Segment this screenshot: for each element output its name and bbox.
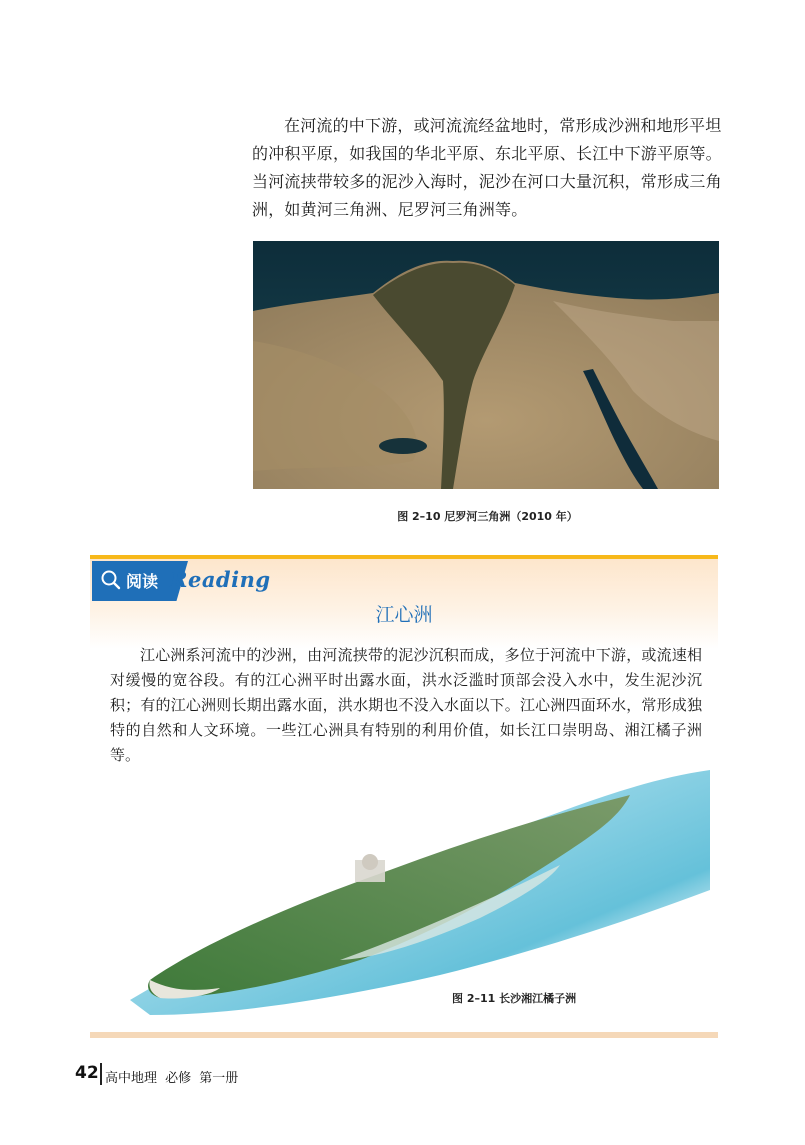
figure-2-10-caption: 图 2–10 尼罗河三角洲（2010 年） — [397, 510, 578, 523]
intro-paragraph: 在河流的中下游，或河流流经盆地时，常形成沙洲和地形平坦的冲积平原，如我国的华北平原、东北平原、长江中下游平原等。当河流挟带较多的泥沙入海时，泥沙在河口大量沉积，常形成三角洲，如黄河三角洲、尼罗河三角洲等。 — [252, 116, 722, 219]
magnifier-icon — [100, 569, 122, 591]
reading-paragraph: 江心洲系河流中的沙洲，由河流挟带的泥沙沉积而成，多位于河流中下游，或流速相对缓慢的宽谷段。有的江心洲平时出露水面，洪水泛滥时顶部会没入水中，发生泥沙沉积；有的江心洲则长期出露水面，洪水期也不没入水面以下。江心洲四面环水，常形成独特的自然和人文环境。一些江心洲具有特别的利用价值，如长江口崇明岛、湘江橘子洲等。 — [110, 646, 702, 764]
book-title: 高中地理 必修 第一册 — [105, 1071, 239, 1086]
figure-2-11-caption: 图 2–11 长沙湘江橘子洲 — [452, 992, 577, 1005]
nile-delta-satellite-image — [253, 241, 719, 489]
reading-script-label: Reading — [170, 567, 271, 592]
footer-divider — [100, 1063, 102, 1085]
reading-tab-label: 阅读 — [126, 572, 159, 591]
reading-box — [90, 555, 718, 1035]
reading-title: 江心洲 — [375, 604, 433, 626]
page-number: 42 — [75, 1063, 99, 1083]
orange-island-aerial-photo — [110, 770, 710, 1015]
reading-bottom-bar — [90, 1032, 718, 1038]
